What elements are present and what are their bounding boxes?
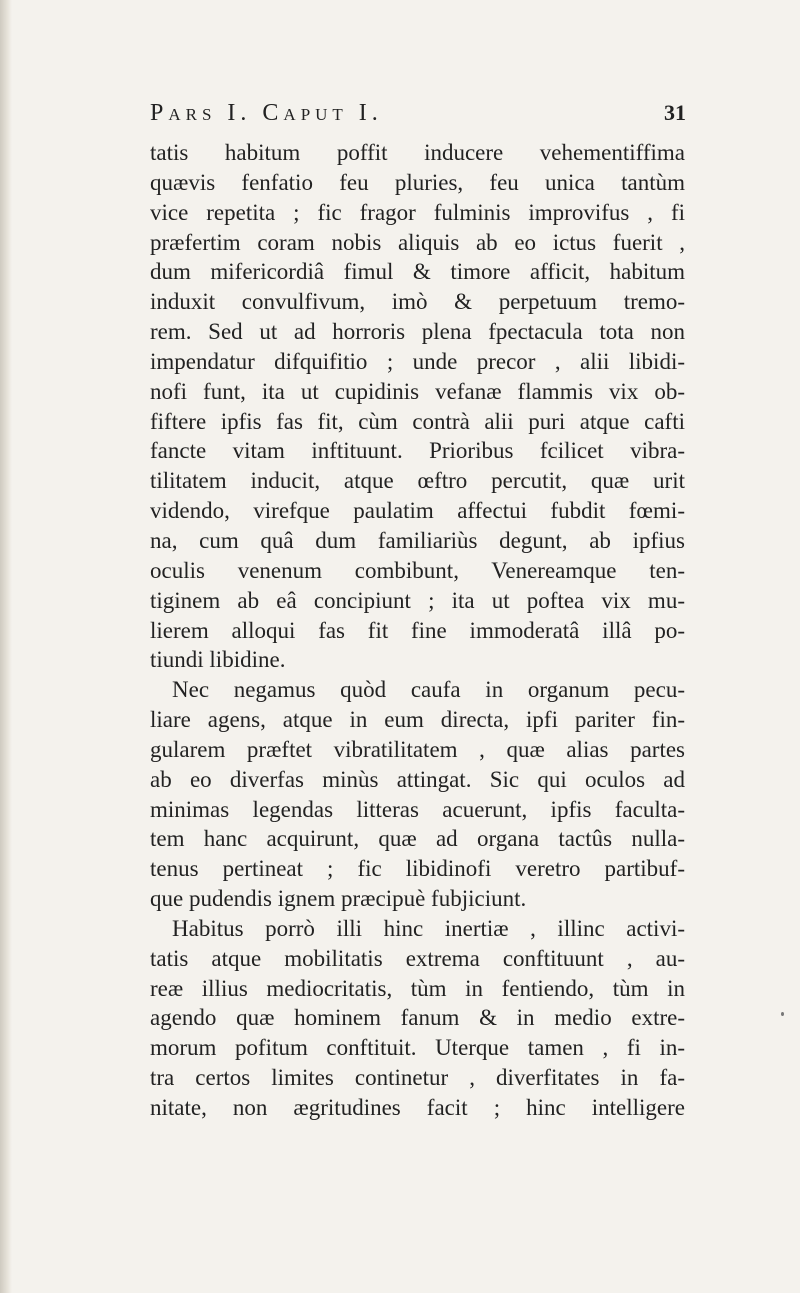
text-line: induxit convulfivum, imò & perpetuum tremo- — [150, 289, 685, 315]
text-line: videndo, virefque paulatim affectui fubdit fœmi- — [150, 498, 685, 524]
text-line: tatis atque mobilitatis extrema conftituunt , au- — [150, 945, 685, 971]
page-edge-shadow — [0, 0, 12, 1293]
text-line: tatis habitum poffit inducere vehementiffima — [150, 140, 685, 165]
text-line: oculis venenum combibunt, Venereamque ten- — [150, 557, 685, 583]
text-line: fiftere ipfis fas fit, cùm contrà alii puri atque cafti — [150, 408, 685, 434]
text-line: fancte vitam inftituunt. Prioribus fcilicet vibra- — [150, 438, 685, 464]
text-line: vice repetita ; fic fragor fulminis improvifus , fi — [150, 199, 685, 225]
text-line: nofi funt, ita ut cupidinis vefanæ flammis vix ob- — [150, 378, 685, 404]
text-line: rem. Sed ut ad horroris plena fpectacula tota non — [150, 319, 685, 345]
text-line: tenus pertineat ; fic libidinofi veretro partibuf- — [150, 856, 685, 882]
text-line: præfertim coram nobis aliquis ab eo ictus fuerit , — [150, 229, 685, 255]
page-header — [150, 100, 686, 134]
paragraph-end-line: tiundi libidine. — [150, 647, 286, 673]
text-line: na, cum quâ dum familiariùs degunt, ab ipfius — [150, 527, 685, 553]
text-line: tiginem ab eâ concipiunt ; ita ut poftea vix mu- — [150, 587, 685, 613]
text-line: tra certos limites continetur , diverfitates in fa- — [150, 1065, 685, 1091]
paragraph-start-line: Habitus porrò illi hinc inertiæ , illinc activi- — [172, 915, 685, 941]
text-line: quævis fenfatio feu pluries, feu unica tantùm — [150, 169, 685, 195]
running-head: Pars I. Caput I. — [150, 100, 383, 126]
paragraph-start-line: Nec negamus quòd caufa in organum pecu- — [172, 677, 685, 703]
text-line: agendo quæ hominem fanum & in medio extre- — [150, 1005, 685, 1031]
paragraph-end-line: que pudendis ignem præcipuè fubjiciunt. — [150, 886, 527, 912]
text-line: tilitatem inducit, atque œftro percutit, quæ urit — [150, 468, 685, 494]
text-line: minimas legendas litteras acuerunt, ipfis faculta- — [150, 796, 685, 822]
text-line: gularem præftet vibratilitatem , quæ alias partes — [150, 736, 685, 762]
text-line: liare agens, atque in eum directa, ipfi pariter fin- — [150, 707, 685, 733]
text-line: tem hanc acquirunt, quæ ad organa tactûs nulla- — [150, 826, 685, 852]
text-line: dum mifericordiâ fimul & timore afficit, habitum — [150, 259, 685, 285]
text-line: reæ illius mediocritatis, tùm in fentiendo, tùm in — [150, 975, 685, 1001]
page-number: 31 — [664, 100, 686, 125]
text-line: lierem alloqui fas fit fine immoderatâ illâ po- — [150, 617, 685, 643]
body-text — [150, 138, 685, 1123]
text-line: ab eo diverfas minùs attingat. Sic qui oculos ad — [150, 766, 685, 792]
text-line: morum pofitum conftituit. Uterque tamen , fi in- — [150, 1035, 685, 1061]
text-line: impendatur difquifitio ; unde precor , alii libidi- — [150, 348, 685, 374]
ink-speck — [781, 1012, 784, 1016]
text-line: nitate, non ægritudines facit ; hinc intelligere — [150, 1095, 685, 1120]
